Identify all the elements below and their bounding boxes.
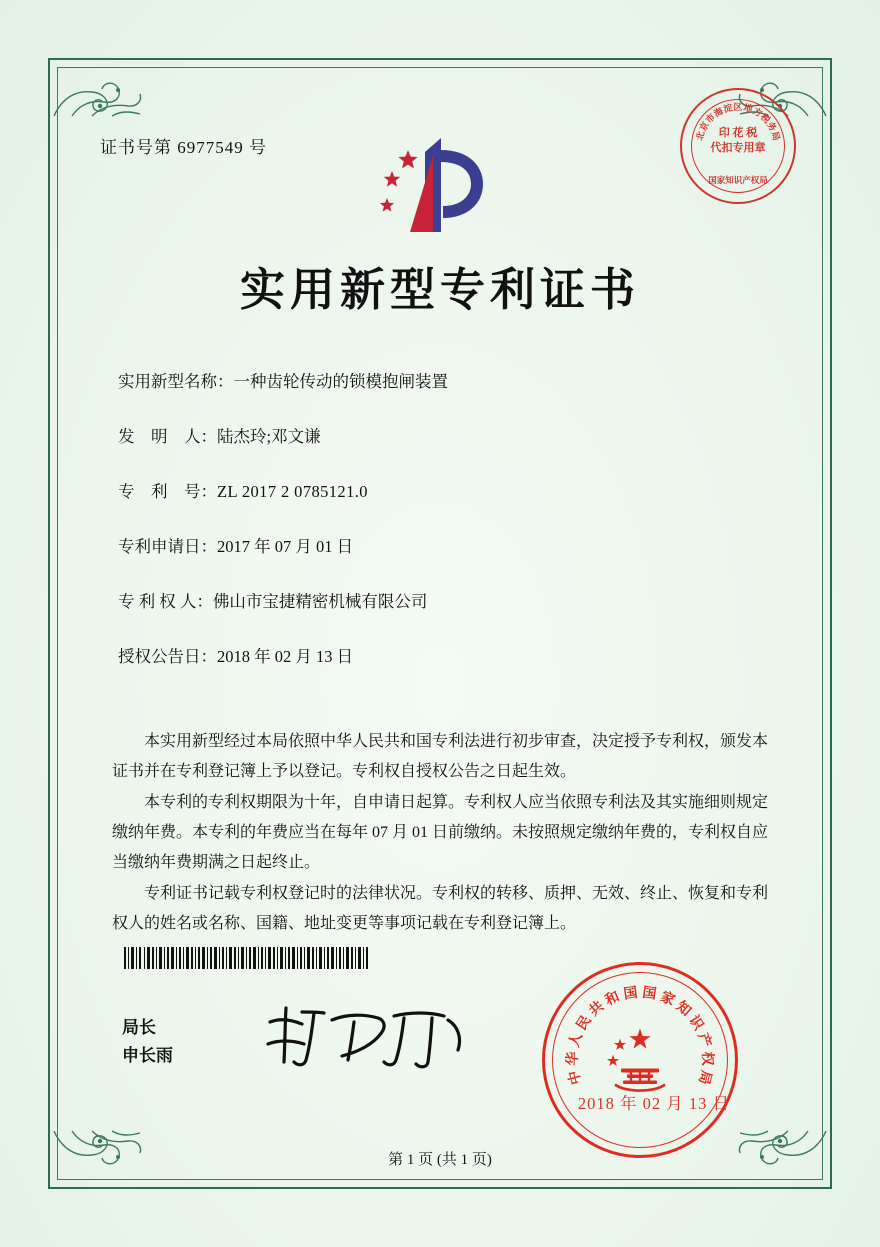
official-seal <box>542 962 738 1158</box>
field-value: 2018 年 02 月 13 日 <box>217 647 354 666</box>
field-value: ZL 2017 2 0785121.0 <box>217 482 368 501</box>
signer-role-label: 局长 <box>122 1018 156 1037</box>
paragraph: 专利证书记载专利权登记时的法律状况。专利权的转移、质押、无效、终止、恢复和专利权人的姓名或名称、国籍、地址变更等事项记载在专利登记簿上。 <box>112 885 769 932</box>
field-label: 专利申请日： <box>118 537 217 556</box>
tax-stamp-line1: 印 花 税 <box>718 127 758 139</box>
field-label: 授权公告日： <box>118 647 217 666</box>
field-label: 发 明 人： <box>118 427 217 446</box>
tax-stamp-arc-text: 北 京 市 海 淀 区 地 方 税 务 局 <box>694 102 782 142</box>
issue-date: 2018 年 02 月 13 日 <box>577 1094 730 1113</box>
tax-stamp-middle <box>682 126 794 156</box>
official-seal-arc-text: 中 华 人 民 共 和 国 国 家 知 识 产 权 局 <box>565 985 715 1086</box>
signature-block <box>122 1014 173 1070</box>
national-emblem-icon <box>601 1023 679 1101</box>
field-row <box>118 423 770 447</box>
field-label: 专 利 号： <box>118 482 217 501</box>
field-label: 实用新型名称： <box>118 372 234 391</box>
field-value: 佛山市宝捷精密机械有限公司 <box>212 592 428 611</box>
field-row <box>118 643 770 667</box>
field-row <box>118 478 770 502</box>
body-text <box>112 727 768 940</box>
page-title: 实用新型专利证书 <box>239 263 640 316</box>
paragraph: 本实用新型经过本局依照中华人民共和国专利法进行初步审查，决定授予专利权，颁发本证书并在专利登记簿上予以登记。专利权自授权公告之日起生效。 <box>112 733 769 780</box>
cnipa-logo-icon <box>365 136 515 242</box>
field-row <box>118 368 770 392</box>
barcode <box>124 947 370 969</box>
field-row <box>118 588 770 612</box>
tax-stamp <box>680 88 796 204</box>
field-row <box>118 533 770 557</box>
signer-name-label: 申长雨 <box>122 1046 173 1065</box>
field-label: 专 利 权 人： <box>118 592 213 611</box>
certificate-number: 证书号第 6977549 号 <box>100 138 267 157</box>
fields-list <box>118 368 770 698</box>
paragraph: 本专利的专利权期限为十年，自申请日起算。专利权人应当依照专利法及其实施细则规定缴纳年费。本专利的年费应当在每年 07 月 01 日前缴纳。未按照规定缴纳年费的，专利权自应当缴纳年费期满之日起终止。 <box>112 794 769 871</box>
field-value: 陆杰玲;邓文谦 <box>217 427 321 446</box>
handwritten-signature <box>262 1000 472 1072</box>
tax-stamp-bottom: 国家知识产权局 <box>708 175 768 185</box>
page-footer: 第 1 页 (共 1 页) <box>388 1152 492 1168</box>
tax-stamp-line2: 代扣专用章 <box>710 141 766 154</box>
field-value: 一种齿轮传动的锁模抱闸装置 <box>233 372 448 391</box>
field-value: 2017 年 07 月 01 日 <box>217 537 354 556</box>
